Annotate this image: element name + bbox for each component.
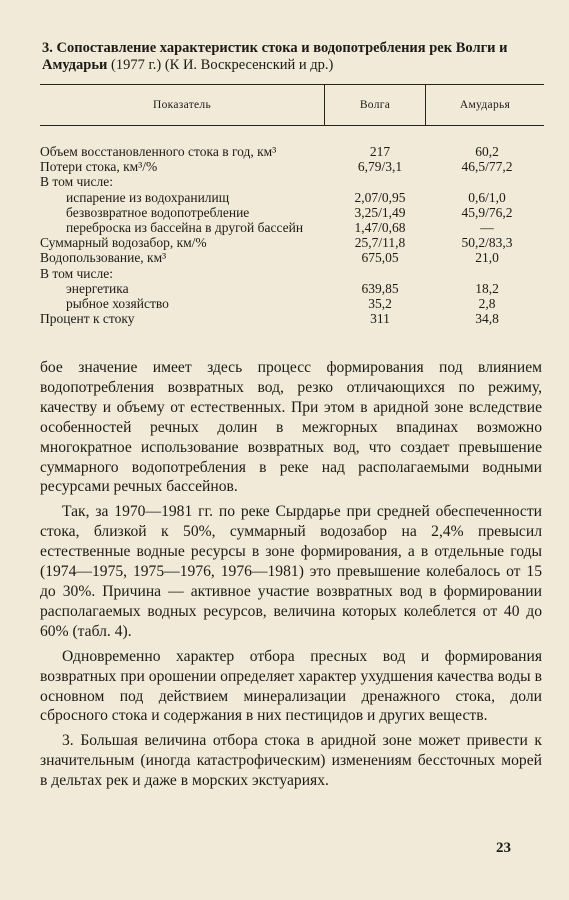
table-caption-number: 3. [42,40,53,56]
paragraph: бое значение имеет здесь процесс формирования под влиянием водопотребления возвратных вод, резко отличающихся по режиму, качеству и объему от естественных. При этом в аридной зоне вследствие особенностей речных долин в межгорных впадинах возможно многократное использование возвратных вод, что создает превышение суммарного водопотребления в реке над располагаемыми водными ресурсами речных бассейнов. [40,359,542,496]
row-label: В том числе: [40,265,113,281]
row-label: Водопользование, км³ [40,250,167,266]
table-body [40,144,544,326]
paragraph: Одновременно характер отбора пресных вод и формирования возвратных при орошении определяет характер ухудшения качества воды в основном под действием минерализации дренажного стока, доли сбросного стока и содержания в них пестицидов и других веществ. [40,647,542,725]
header-volga: Волга [324,85,425,125]
row-label: Объем восстановленного стока в год, км³ [40,144,277,159]
table-row [40,250,544,265]
table-header [40,85,544,125]
table-row [40,266,544,281]
row-volga: 6,79/3,1 [357,159,403,175]
row-volga: 675,05 [361,250,399,266]
row-amudarya: 2,8 [478,296,496,312]
row-volga: 217 [369,144,391,159]
table-caption-title: Сопоставление характеристик стока и водопотребления рек Волги и Амударьи [42,40,508,73]
row-amudarya: 46,5/77,2 [461,159,513,175]
table-row [40,159,544,174]
row-volga: 25,7/11,8 [354,235,406,251]
table-row [40,220,544,235]
row-label: Процент к стоку [40,311,135,327]
paragraph: Так, за 1970—1981 гг. по реке Сырдарье при средней обеспеченности стока, близкой к 50%, суммарный водозабор на 2,4% превысил естественные водные ресурсы в зоне формирования, а в отдельные годы (1974—1975, 1975—1976, 1976—1981) это превышение колебалось от 15 до 30%. Причина — активное участие возвратных вод в формировании располагаемых водных ресурсов, величина которых колеблется от 40 до 60% (табл. 4). [40,503,542,640]
row-amudarya: 18,2 [475,280,499,296]
row-label: переброска из бассейна в другой бассейн [66,220,304,236]
row-amudarya: 60,2 [475,144,499,159]
row-label: В том числе: [40,174,113,190]
row-amudarya: 34,8 [475,311,499,327]
table-row [40,144,544,159]
row-label: энергетика [66,280,129,296]
row-volga: 1,47/0,68 [354,220,406,236]
row-volga: 639,85 [361,280,399,296]
row-volga: 2,07/0,95 [354,189,406,205]
table-row [40,235,544,250]
row-label: безвозвратное водопотребление [66,204,250,220]
row-label: Суммарный водозабор, км/% [40,235,207,251]
row-amudarya: 50,2/83,3 [461,235,513,251]
table-row [40,174,544,189]
comparison-table [40,84,544,326]
header-amudarya: Амударья [425,85,544,125]
row-volga: 35,2 [368,296,392,312]
row-volga: 3,25/1,49 [354,204,406,220]
table-header-rule [40,125,544,126]
row-amudarya: 0,6/1,0 [468,189,506,205]
table-caption [42,40,542,74]
page-number: 23 [496,840,511,856]
row-label: Потери стока, км³/% [40,159,158,175]
row-volga: 311 [370,311,390,327]
row-amudarya: 21,0 [475,250,499,266]
body-text [40,358,542,796]
table-row [40,296,544,311]
paragraph: 3. Большая величина отбора стока в аридной зоне может привести к значительным (иногда катастрофическим) изменениям бессточных морей в дельтах рек и даже в морских экстуариях. [40,732,542,790]
table-row [40,205,544,220]
header-indicator: Показатель [152,99,212,111]
table-row [40,311,544,326]
row-label: рыбное хозяйство [66,296,169,312]
table-caption-source: (1977 г.) (К И. Воскресенский и др.) [107,57,334,73]
table-row [40,281,544,296]
row-amudarya: — [480,220,494,236]
row-amudarya: 45,9/76,2 [461,204,513,220]
table-row [40,190,544,205]
row-label: испарение из водохранилищ [66,189,230,205]
